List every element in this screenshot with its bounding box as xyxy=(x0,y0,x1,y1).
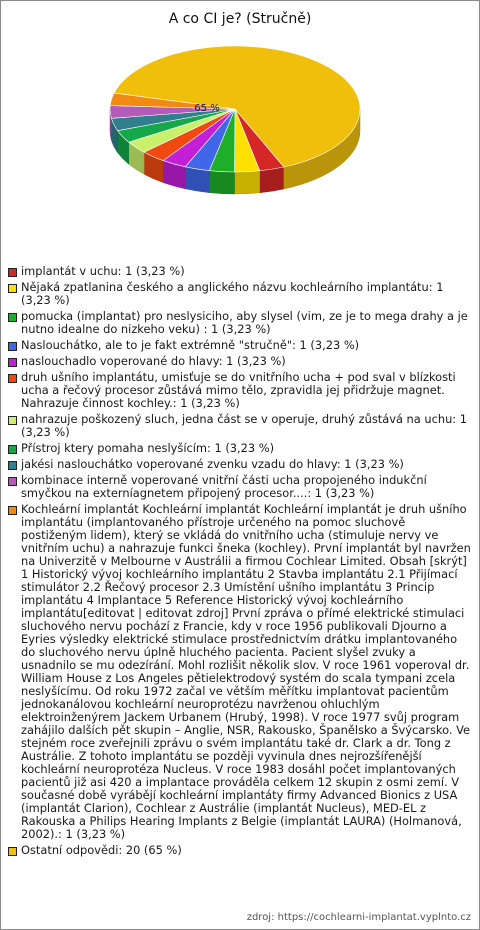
legend-item xyxy=(8,310,472,336)
legend-swatch xyxy=(8,358,17,367)
legend-label: druh ušního implantátu, umisťuje se do vnitřního ucha + pod sval v blízkosti ucha a řečový procesor zůstává mimo tělo, zpravidla jej přidržuje magnet. Nahrazuje činnost kochley.: 1 (3,23 %) xyxy=(21,370,456,410)
legend-label: pomucka (implantat) pro neslysiciho, aby slysel (vim, ze je to mega drahy a je nutno idealne do nizkeho veku) : 1 (3,23 %) xyxy=(21,309,468,336)
legend-swatch xyxy=(8,268,17,277)
pie-slice-label: 65 % xyxy=(194,103,220,114)
pie-slice-side xyxy=(235,171,260,194)
legend-swatch xyxy=(8,847,17,856)
chart-title: A co CI je? (Stručně) xyxy=(168,11,312,27)
legend-item xyxy=(8,355,472,368)
legend-swatch xyxy=(8,506,17,515)
legend-swatch xyxy=(8,342,17,351)
pie-slice-side xyxy=(209,171,234,194)
legend-item xyxy=(8,458,472,471)
legend-label: Nějaká zpatlanina českého a anglického názvu kochleárního implantátu: 1 (3,23 %) xyxy=(21,280,444,307)
legend-label: naslouchadlo voperované do hlavy: 1 (3,23 %) xyxy=(21,354,286,368)
legend-item xyxy=(8,474,472,500)
legend-label: kombinace interně voperované vnitřní části ucha propojeného indukční smyčkou na externíagnetem připojený procesor....: 1 (3,23 %) xyxy=(21,473,427,500)
legend xyxy=(8,265,472,860)
legend-label: Přístroj ktery pomaha neslyšícím: 1 (3,23 %) xyxy=(21,441,275,455)
legend-swatch xyxy=(8,374,17,383)
legend-label: Kochleární implantát Kochleární implantát Kochleární implantát je druh ušního implantátu (implantovaného přístroje určeného na pomoc sluchově postiženým lidem), který se vkládá do vnitřního ucha (stimuluje nervy ve vnitřním uchu) a nahrazuje funkci šneka (kochley). První implantát byl navržen na Univerzitě v Melbourne v Austrálii a firmou Cochlear Limited. Obsah [skrýt] 1 Historický vývoj kochleárního implantátu 2 Stavba implantátu 2.1 Přijímací stimulátor 2.2 Řečový procesor 2.3 Umístění ušního implantátu 3 Princip implantátu 4 Implantace 5 Reference Historický vývoj kochleárního implantátu[editovat | editovat zdroj] První zpráva o přímé elektrické stimulaci sluchového nervu pochází z Francie, kdy v roce 1956 publikovali Djourno a Eyries výsledky elektrické stimulace prostřednictvím drátku implantovaného do sluchového nervu úplně hluchého pacienta. Pacient slyšel zvuky a usnadnilo se mu odezírání. Mohl rozlišit několik slov. V roce 1961 voperoval dr. William House z Los Angeles pětielektrodový systém do scala tympani zcela neslyšícímu. Od roku 1972 začal ve větším měřítku implantovat pacientům jednokanálovou kochleární neuroprotézu navrženou ohluchlým elektroinženýrem Jackem Urbanem (Hrubý, 1998). V roce 1977 svůj program zahájilo dalších pět skupin – Anglie, NSR, Rakousko, Španělsko a Švýcarsko. Ve stejném roce zveřejnili zprávu o svém implantátu také dr. Clark a dr. Tong z Austrálie. Z tohoto implantátu se později vyvinula dnes nejrozšířenější kochleární neuroprotéza Nucleus. V roce 1983 dosáhl počet implantovaných pacientů již asi 420 a implantace prováděla celkem 12 skupin z osmi zemí. V současné době vyrábějí kochleární implantáty firmy Advanced Bionics z USA (implantát Clarion), Cochlear z Austrálie (implantát Nucleus), MED-EL z Rakouska a Philips Hearing Implants z Belgie (implantát LAURA) (Holmanová, 2002).: 1 (3,23 %) xyxy=(21,502,471,841)
pie-slice-side xyxy=(260,167,284,193)
legend-item xyxy=(8,371,472,410)
legend-swatch xyxy=(8,461,17,470)
legend-item xyxy=(8,265,472,278)
legend-item xyxy=(8,503,472,841)
legend-swatch xyxy=(8,313,17,322)
legend-label: Naslouchátko, ale to je fakt extrémně "stručně": 1 (3,23 %) xyxy=(21,338,360,352)
legend-item xyxy=(8,281,472,307)
legend-item xyxy=(8,844,472,857)
source-note: zdroj: https://cochlearni-implantat.vyplnto.cz xyxy=(246,912,471,923)
legend-swatch xyxy=(8,416,17,425)
legend-item xyxy=(8,413,472,439)
legend-label: implantát v uchu: 1 (3,23 %) xyxy=(21,264,185,278)
legend-label: jakési naslouchátko voperované zvenku vzadu do hlavy: 1 (3,23 %) xyxy=(21,457,404,471)
legend-item xyxy=(8,339,472,352)
legend-item xyxy=(8,442,472,455)
pie-chart xyxy=(0,36,480,236)
legend-label: Ostatní odpovědi: 20 (65 %) xyxy=(21,843,182,857)
pie-slice-side xyxy=(185,167,209,193)
legend-label: nahrazuje poškozený sluch, jedna část se v operuje, druhý zůstává na uchu: 1 (3,23 %) xyxy=(21,412,467,439)
legend-swatch xyxy=(8,477,17,486)
legend-swatch xyxy=(8,445,17,454)
legend-swatch xyxy=(8,284,17,293)
